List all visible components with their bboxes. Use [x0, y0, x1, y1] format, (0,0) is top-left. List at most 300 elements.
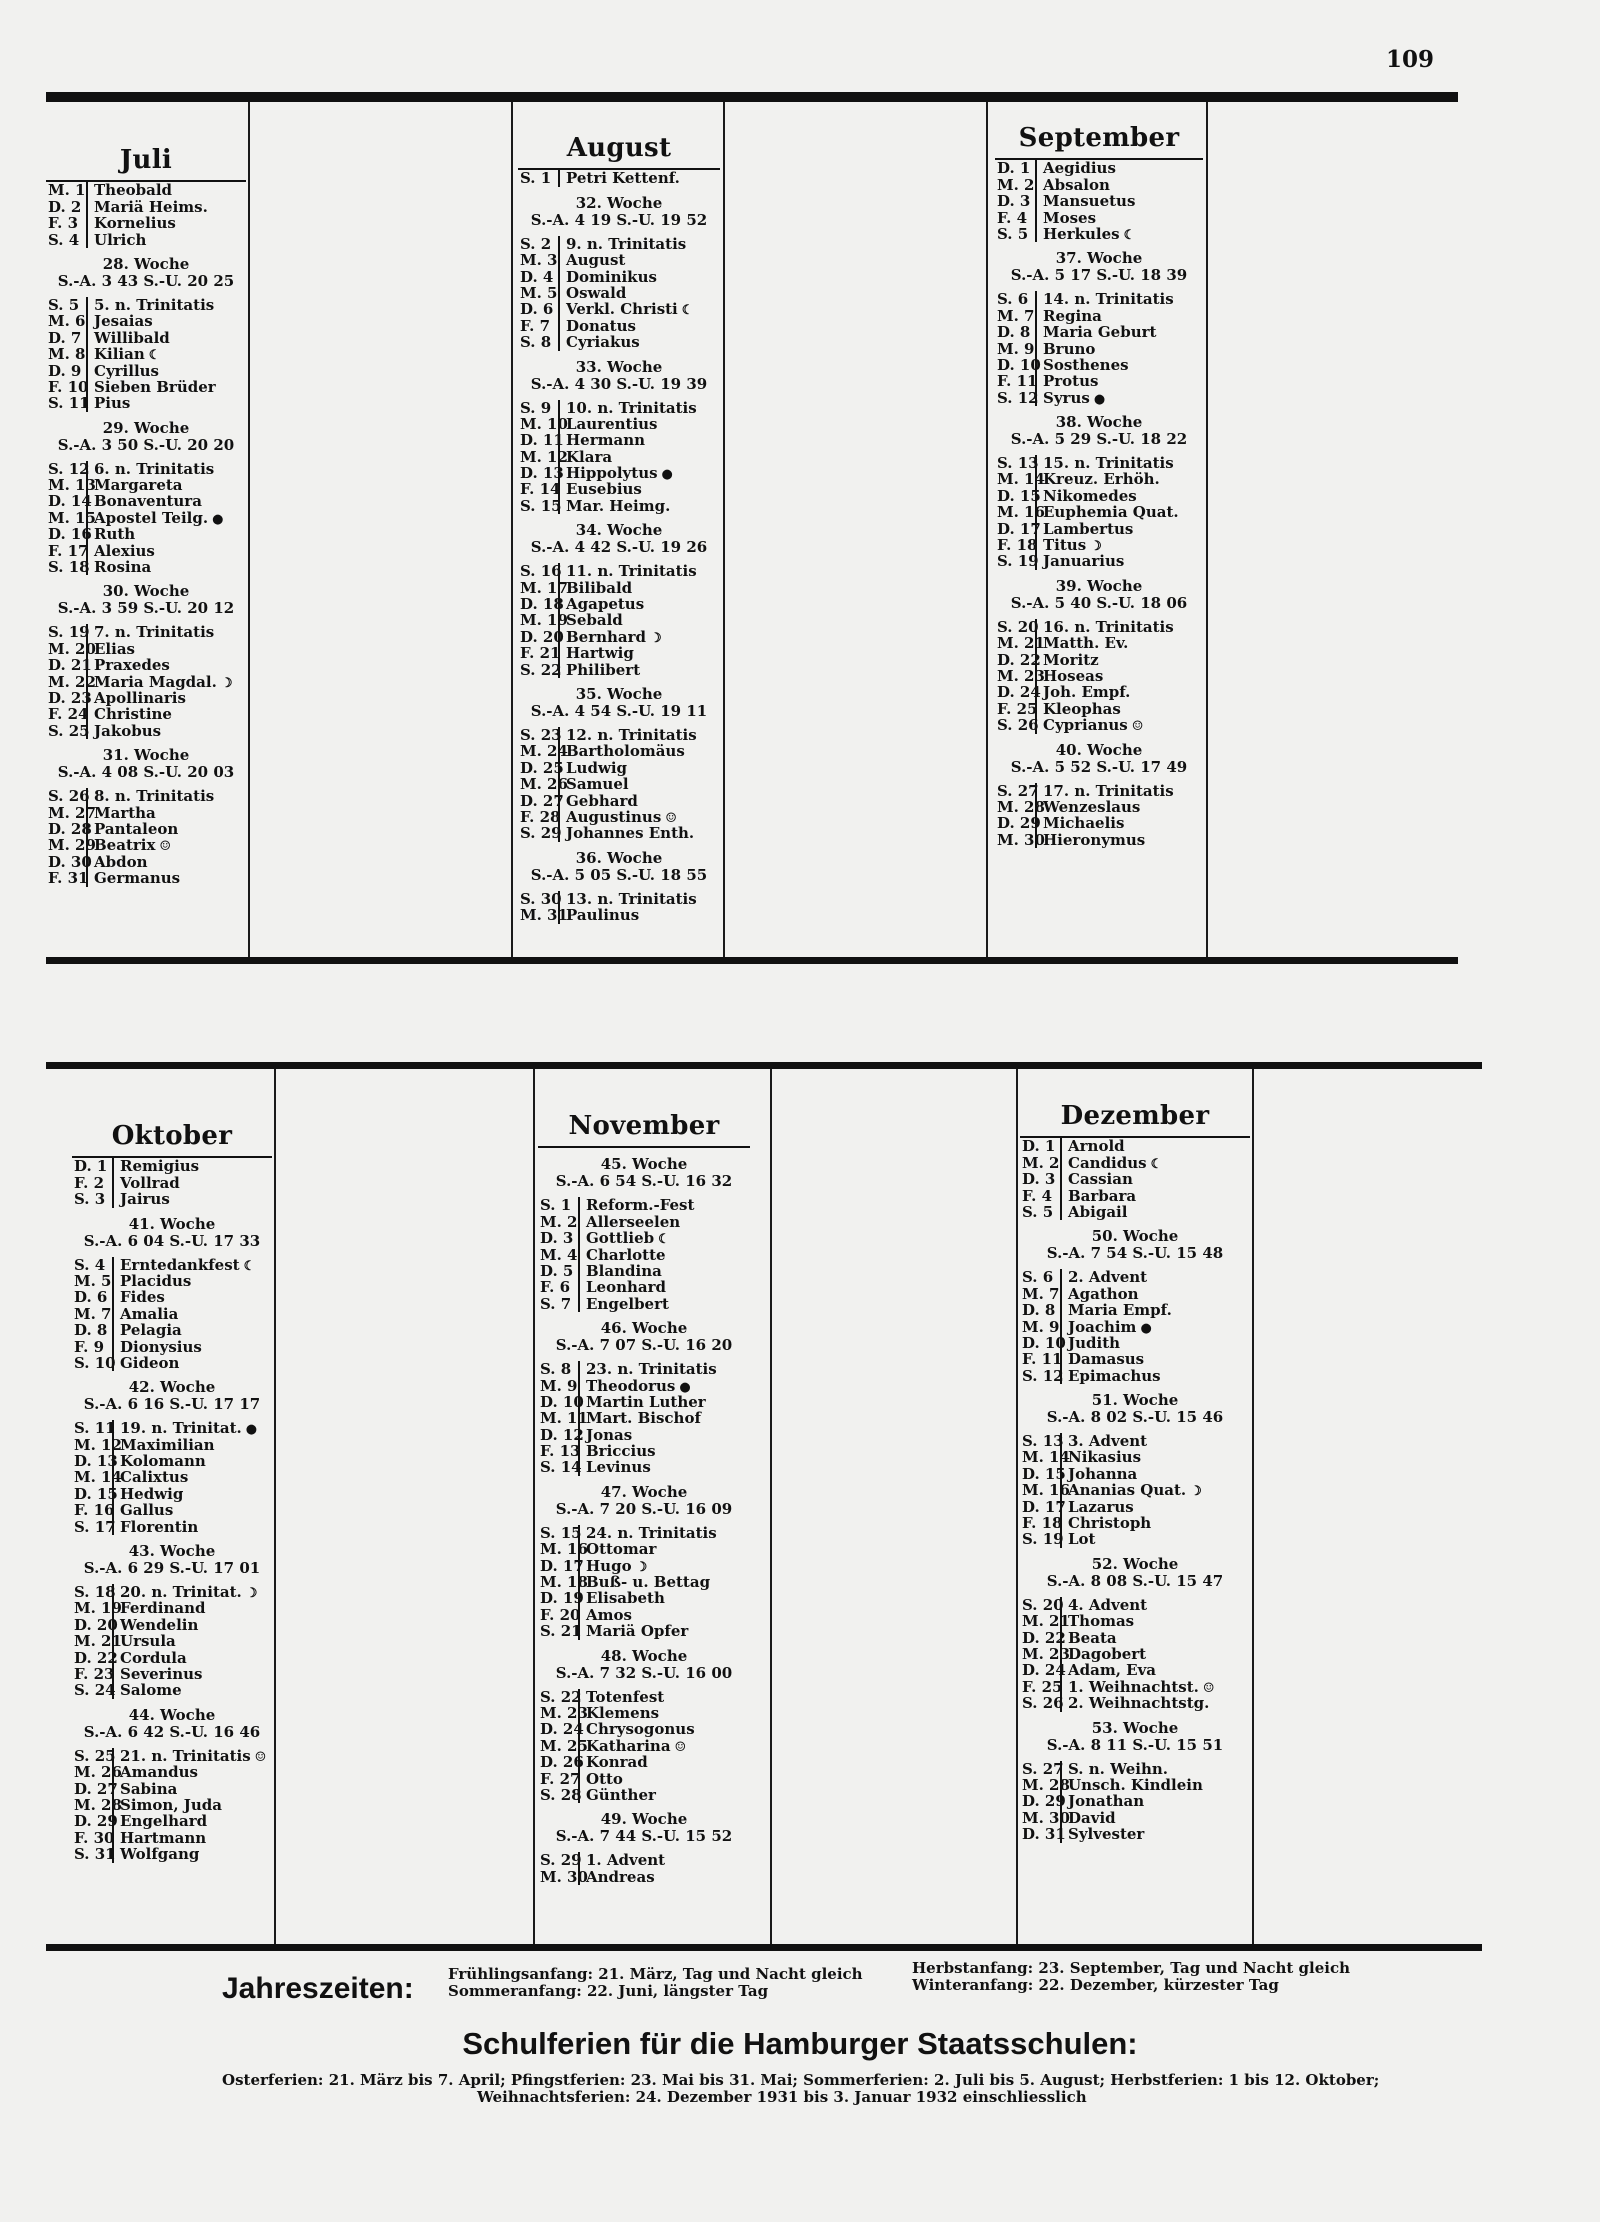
- day-date: M. 6: [46, 313, 88, 329]
- day-name: [114, 1650, 272, 1666]
- moon-phase-icon: ☺: [159, 839, 172, 855]
- day-row: [518, 269, 720, 285]
- day-name: [88, 723, 246, 739]
- day-name: [88, 559, 246, 575]
- day-name-text: Kolomann: [120, 1452, 206, 1471]
- day-row: [72, 1813, 272, 1829]
- day-name-text: Moritz: [1043, 650, 1099, 669]
- middle-rule: [46, 1062, 1482, 1069]
- day-name-text: Chrysogonus: [586, 1720, 695, 1739]
- day-name-text: Gideon: [120, 1353, 180, 1372]
- day-date: S. 13: [1022, 1432, 1064, 1451]
- day-row: [46, 461, 246, 477]
- day-name-text: Mariä Heims.: [94, 197, 208, 216]
- week-header: [538, 1803, 750, 1852]
- week-header: [46, 248, 246, 297]
- day-date: S. 31: [74, 1845, 116, 1864]
- day-name: [88, 182, 246, 198]
- moon-phase-icon: ●: [212, 511, 224, 527]
- day-row: [518, 465, 720, 481]
- column-divider: [1016, 1069, 1018, 1944]
- day-row: [538, 1230, 750, 1246]
- day-date: S. 4: [72, 1257, 114, 1273]
- day-row: [72, 1617, 272, 1633]
- day-name-text: Judith: [1068, 1333, 1121, 1352]
- day-name-text: Bilibald: [566, 578, 633, 597]
- week-header: [995, 734, 1203, 783]
- day-name-text: Nikomedes: [1043, 486, 1137, 505]
- day-row: [995, 488, 1203, 504]
- day-date: D. 18: [520, 595, 564, 614]
- day-date: D. 3: [995, 193, 1037, 209]
- day-name: [560, 743, 720, 759]
- day-date: D. 9: [46, 363, 88, 379]
- day-row: [46, 330, 246, 346]
- day-date: D. 3: [538, 1230, 580, 1246]
- day-date: F. 17: [48, 541, 89, 560]
- month-rows: [538, 1146, 750, 1885]
- month-rows: [1020, 1136, 1250, 1842]
- day-date: F. 20: [540, 1605, 581, 1624]
- day-date: D. 29: [1022, 1792, 1066, 1811]
- day-name: [1037, 504, 1203, 520]
- day-date: D. 16: [48, 525, 92, 544]
- column-divider: [770, 1069, 772, 1944]
- week-number: 42. Woche: [128, 1378, 216, 1397]
- seasons-left: [448, 1966, 863, 2000]
- week-header: [538, 1640, 750, 1689]
- day-name-text: 10. n. Trinitatis: [566, 398, 697, 417]
- school-holidays-line: Osterferien: 21. März bis 7. April; Pfingstferien: 23. Mai bis 31. Mai; Sommerferien: 2. Juli bis 5. August; Herbstferien: 1 bis 12. Oktober;: [222, 2071, 1380, 2089]
- day-row: [518, 907, 720, 923]
- day-date: F. 11: [1022, 1350, 1063, 1369]
- day-name: [114, 1617, 272, 1633]
- day-name-text: 4. Advent: [1068, 1595, 1148, 1614]
- day-name: [580, 1721, 750, 1737]
- day-date: M. 28: [997, 797, 1045, 816]
- day-row: [46, 215, 246, 231]
- day-name: [88, 379, 246, 395]
- day-date: S. 19: [48, 623, 90, 642]
- day-date: S. 6: [1020, 1269, 1062, 1285]
- day-name-text: Calixtus: [120, 1468, 189, 1487]
- day-row: [538, 1361, 750, 1377]
- day-row: [995, 619, 1203, 635]
- day-name-text: August: [566, 251, 626, 270]
- day-date: D. 23: [48, 689, 92, 707]
- day-name: [560, 727, 720, 743]
- moon-phase-icon: ☾: [658, 1232, 670, 1248]
- day-name: [114, 1175, 272, 1191]
- day-row: [72, 1175, 272, 1191]
- day-name-text: Lambertus: [1043, 519, 1134, 538]
- day-row: [1020, 1269, 1250, 1285]
- moon-phase-icon: ☺: [1131, 719, 1144, 735]
- day-date: M. 21: [74, 1632, 122, 1651]
- day-name-text: Günther: [586, 1785, 656, 1804]
- day-name: [1037, 619, 1203, 635]
- day-row: [46, 232, 246, 248]
- moon-phase-icon: ☺: [1202, 1680, 1215, 1696]
- day-name-text: Ursula: [120, 1632, 176, 1651]
- week-header: [995, 406, 1203, 455]
- day-row: [538, 1378, 750, 1394]
- day-name: [1062, 1761, 1250, 1777]
- day-name-text: Alexius: [94, 541, 155, 560]
- day-name: [88, 461, 246, 477]
- day-row: [518, 662, 720, 678]
- day-row: [518, 416, 720, 432]
- month-rows: [46, 180, 246, 886]
- day-row: [995, 832, 1203, 848]
- day-date: D. 8: [995, 324, 1037, 340]
- day-name-text: Amalia: [120, 1304, 179, 1323]
- day-row: [72, 1600, 272, 1616]
- day-date: M. 12: [520, 447, 568, 466]
- day-name: [88, 297, 246, 313]
- day-name: [1037, 815, 1203, 831]
- day-name-text: Florentin: [120, 1517, 199, 1536]
- day-name: [114, 1764, 272, 1780]
- seasons-label: Jahreszeiten:: [222, 1972, 414, 2005]
- week-header: [72, 1535, 272, 1584]
- week-number: 35. Woche: [575, 685, 663, 703]
- day-row: [518, 481, 720, 497]
- day-date: D. 21: [48, 656, 92, 675]
- day-row: [995, 537, 1203, 553]
- sun-times: S.-A. 7 32 S.-U. 16 00: [555, 1663, 733, 1682]
- day-name: [580, 1263, 750, 1279]
- week-header: [518, 351, 720, 400]
- day-date: S. 5: [46, 297, 88, 313]
- day-row: [538, 1689, 750, 1705]
- day-row: [72, 1273, 272, 1289]
- day-name-text: Erntedankfest: [120, 1255, 240, 1274]
- day-row: [1020, 1662, 1250, 1678]
- day-name-text: Gottlieb: [586, 1229, 655, 1248]
- day-name-text: Klemens: [586, 1704, 660, 1722]
- column-divider: [1206, 102, 1208, 957]
- day-name: [1037, 471, 1203, 487]
- day-row: [518, 301, 720, 317]
- sun-times: S.-A. 7 07 S.-U. 16 20: [555, 1336, 733, 1355]
- day-name: [114, 1584, 272, 1600]
- day-name-text: Amos: [586, 1605, 632, 1624]
- week-header: [46, 739, 246, 788]
- day-name-text: Maria Geburt: [1043, 323, 1157, 342]
- day-name: [88, 690, 246, 706]
- day-name-text: Moses: [1043, 208, 1097, 227]
- day-date: D. 24: [997, 683, 1041, 702]
- day-name: [88, 510, 246, 526]
- day-date: F. 11: [997, 372, 1038, 391]
- day-name: [114, 1469, 272, 1485]
- day-name: [560, 416, 720, 432]
- week-number: 30. Woche: [102, 582, 190, 601]
- day-name: [580, 1787, 750, 1803]
- day-name: [1062, 1171, 1250, 1187]
- day-date: D. 24: [1022, 1661, 1066, 1680]
- day-row: [518, 563, 720, 579]
- day-name-text: Regina: [1043, 306, 1102, 325]
- day-date: D. 3: [1020, 1171, 1062, 1187]
- day-name: [560, 170, 720, 186]
- day-date: M. 31: [520, 906, 568, 925]
- day-row: [46, 805, 246, 821]
- day-row: [46, 199, 246, 215]
- day-row: [1020, 1646, 1250, 1662]
- day-name-text: Gebhard: [566, 791, 638, 810]
- day-name-text: Lazarus: [1068, 1497, 1134, 1516]
- day-name: [1062, 1531, 1250, 1547]
- day-row: [995, 668, 1203, 684]
- sun-times: S.-A. 4 30 S.-U. 19 39: [530, 374, 708, 393]
- week-header: [518, 514, 720, 563]
- week-header: [72, 1208, 272, 1257]
- day-row: [518, 891, 720, 907]
- week-header: [995, 570, 1203, 619]
- day-name: [1062, 1368, 1250, 1384]
- day-row: [1020, 1433, 1250, 1449]
- sun-times: S.-A. 6 54 S.-U. 16 32: [555, 1172, 733, 1191]
- day-name-text: Hieronymus: [1043, 830, 1146, 849]
- moon-phase-icon: ☺: [674, 1739, 687, 1755]
- day-date: S. 1: [538, 1197, 580, 1213]
- day-date: D. 6: [72, 1289, 114, 1305]
- sun-times: S.-A. 8 11 S.-U. 15 51: [1046, 1735, 1224, 1754]
- day-name-text: Severinus: [120, 1665, 203, 1683]
- day-name-text: Praxedes: [94, 656, 170, 675]
- week-number: 37. Woche: [1055, 249, 1143, 268]
- day-name-text: Michaelis: [1043, 814, 1125, 833]
- week-number: 53. Woche: [1091, 1718, 1179, 1737]
- month-title: August: [566, 133, 672, 163]
- day-row: [518, 645, 720, 661]
- column-divider: [248, 102, 250, 957]
- day-date: F. 18: [997, 536, 1038, 555]
- day-name: [580, 1361, 750, 1377]
- day-name: [1037, 177, 1203, 193]
- day-name: [114, 1502, 272, 1518]
- day-name: [580, 1771, 750, 1787]
- day-row: [538, 1525, 750, 1541]
- day-name: [580, 1574, 750, 1590]
- day-row: [538, 1869, 750, 1885]
- week-number: 43. Woche: [128, 1542, 216, 1561]
- moon-phase-icon: ☾: [1150, 1156, 1163, 1172]
- season-summer: Sommeranfang: 22. Juni, längster Tag: [448, 1982, 769, 2000]
- day-name-text: Jairus: [120, 1190, 170, 1209]
- day-row: [46, 526, 246, 542]
- day-name-text: 6. n. Trinitatis: [94, 459, 215, 478]
- day-name-text: Rosina: [94, 558, 152, 577]
- month-dezember: [1020, 1101, 1250, 1844]
- day-date: S. 29: [520, 824, 562, 843]
- day-name-text: Unsch. Kindlein: [1068, 1775, 1203, 1794]
- day-name: [1062, 1138, 1250, 1154]
- day-date: S. 25: [74, 1746, 116, 1765]
- day-row: [518, 318, 720, 334]
- day-date: F. 31: [48, 869, 89, 888]
- day-name-text: 7. n. Trinitatis: [94, 623, 215, 642]
- week-header: [518, 678, 720, 727]
- month-title: Juli: [119, 145, 173, 175]
- day-row: [518, 334, 720, 350]
- day-row: [538, 1410, 750, 1426]
- week-header: [72, 1699, 272, 1748]
- day-row: [518, 727, 720, 743]
- day-date: D. 5: [538, 1263, 580, 1279]
- day-name-text: Agapetus: [566, 595, 645, 614]
- day-name: [560, 907, 720, 923]
- day-date: D. 10: [540, 1392, 584, 1411]
- day-name-text: 2. Advent: [1068, 1268, 1148, 1287]
- day-row: [995, 783, 1203, 799]
- week-header: [1020, 1548, 1250, 1597]
- day-row: [538, 1574, 750, 1590]
- month-rows: [72, 1156, 272, 1862]
- sun-times: S.-A. 5 40 S.-U. 18 06: [1010, 593, 1188, 612]
- day-name: [560, 629, 720, 645]
- upper-bottom-rule: [46, 957, 1458, 964]
- day-name: [1037, 832, 1203, 848]
- day-row: [46, 821, 246, 837]
- week-header: [538, 1148, 750, 1197]
- day-name-text: Sosthenes: [1043, 355, 1129, 374]
- day-date: M. 7: [72, 1306, 114, 1322]
- sun-times: S.-A. 3 50 S.-U. 20 20: [57, 435, 235, 454]
- week-header: [1020, 1712, 1250, 1761]
- day-row: [72, 1519, 272, 1535]
- day-row: [72, 1339, 272, 1355]
- day-name-text: Blandina: [586, 1261, 662, 1280]
- week-number: 41. Woche: [128, 1214, 216, 1233]
- day-row: [46, 854, 246, 870]
- day-name-text: 1. Weihnachtst.: [1068, 1677, 1199, 1696]
- day-name: [1062, 1810, 1250, 1826]
- day-name-text: Januarius: [1043, 552, 1125, 571]
- day-row: [995, 455, 1203, 471]
- day-date: S. 22: [540, 1687, 582, 1706]
- day-name-text: Ferdinand: [120, 1599, 206, 1618]
- day-name: [1037, 553, 1203, 569]
- school-holidays-title: Schulferien für die Hamburger Staatsschulen:: [462, 2026, 1138, 2061]
- day-date: F. 4: [995, 210, 1037, 226]
- day-row: [72, 1781, 272, 1797]
- day-row: [995, 635, 1203, 651]
- day-row: [1020, 1138, 1250, 1154]
- day-date: M. 30: [997, 830, 1045, 849]
- day-date: S. 28: [540, 1785, 582, 1804]
- day-name-text: Elias: [94, 639, 135, 658]
- day-name-text: Syrus: [1043, 388, 1090, 407]
- day-name-text: Fides: [120, 1288, 165, 1307]
- day-name: [580, 1754, 750, 1770]
- day-name: [560, 269, 720, 285]
- week-number: 50. Woche: [1091, 1227, 1179, 1246]
- day-row: [46, 510, 246, 526]
- day-name-text: Herkules: [1043, 224, 1120, 243]
- day-name: [580, 1214, 750, 1230]
- week-number: 31. Woche: [102, 746, 190, 765]
- day-name-text: Bernhard: [566, 627, 647, 646]
- day-name-text: Cyrillus: [94, 361, 160, 380]
- day-name-text: Remigius: [120, 1157, 200, 1176]
- day-name: [88, 821, 246, 837]
- day-date: S. 5: [1020, 1204, 1062, 1220]
- day-name: [560, 596, 720, 612]
- day-date: M. 7: [1020, 1286, 1062, 1302]
- day-name-text: Martin Luther: [586, 1392, 706, 1411]
- day-row: [46, 543, 246, 559]
- week-header: [72, 1371, 272, 1420]
- day-name: [114, 1666, 272, 1682]
- day-name-text: Dagobert: [1068, 1645, 1147, 1663]
- day-name: [560, 498, 720, 514]
- day-date: D. 8: [1020, 1302, 1062, 1318]
- sun-times: S.-A. 5 52 S.-U. 17 49: [1010, 757, 1188, 776]
- day-name: [560, 432, 720, 448]
- day-date: M. 26: [74, 1763, 122, 1782]
- sun-times: S.-A. 4 54 S.-U. 19 11: [530, 702, 708, 720]
- day-date: M. 23: [997, 667, 1045, 685]
- day-name: [114, 1453, 272, 1469]
- day-row: [518, 793, 720, 809]
- day-date: M. 15: [48, 508, 96, 527]
- day-name-text: Ottomar: [586, 1540, 657, 1559]
- day-date: D. 13: [74, 1452, 118, 1471]
- day-name: [1062, 1155, 1250, 1171]
- day-row: [538, 1721, 750, 1737]
- day-row: [995, 291, 1203, 307]
- day-date: S. 14: [540, 1458, 582, 1477]
- day-date: D. 4: [518, 269, 560, 285]
- month-juli: [46, 145, 246, 888]
- day-name: [580, 1394, 750, 1410]
- day-name-text: Christine: [94, 705, 172, 724]
- day-name-text: Jakobus: [94, 721, 162, 740]
- sun-times: S.-A. 3 43 S.-U. 20 25: [57, 271, 235, 290]
- moon-phase-icon: ☽: [220, 675, 233, 691]
- day-row: [1020, 1319, 1250, 1335]
- day-name-text: Cyprianus: [1043, 716, 1128, 735]
- day-row: [1020, 1351, 1250, 1367]
- day-row: [46, 624, 246, 640]
- day-date: S. 8: [518, 334, 560, 350]
- day-name: [88, 788, 246, 804]
- day-name-text: S. n. Weihn.: [1068, 1759, 1168, 1778]
- day-date: D. 24: [540, 1720, 584, 1739]
- day-name: [1037, 488, 1203, 504]
- week-header: [538, 1476, 750, 1525]
- day-row: [995, 210, 1203, 226]
- day-row: [518, 612, 720, 628]
- day-name: [1062, 1351, 1250, 1367]
- sun-times: S.-A. 7 54 S.-U. 15 48: [1046, 1244, 1224, 1263]
- day-name: [88, 543, 246, 559]
- day-name-text: 13. n. Trinitatis: [566, 889, 697, 908]
- day-date: S. 27: [1022, 1759, 1064, 1778]
- day-name: [88, 805, 246, 821]
- day-name: [114, 1830, 272, 1846]
- day-name: [580, 1607, 750, 1623]
- day-name-text: Ananias Quat.: [1068, 1481, 1187, 1500]
- day-name: [88, 477, 246, 493]
- day-row: [1020, 1826, 1250, 1842]
- day-row: [1020, 1630, 1250, 1646]
- day-row: [72, 1666, 272, 1682]
- day-date: S. 10: [74, 1353, 116, 1372]
